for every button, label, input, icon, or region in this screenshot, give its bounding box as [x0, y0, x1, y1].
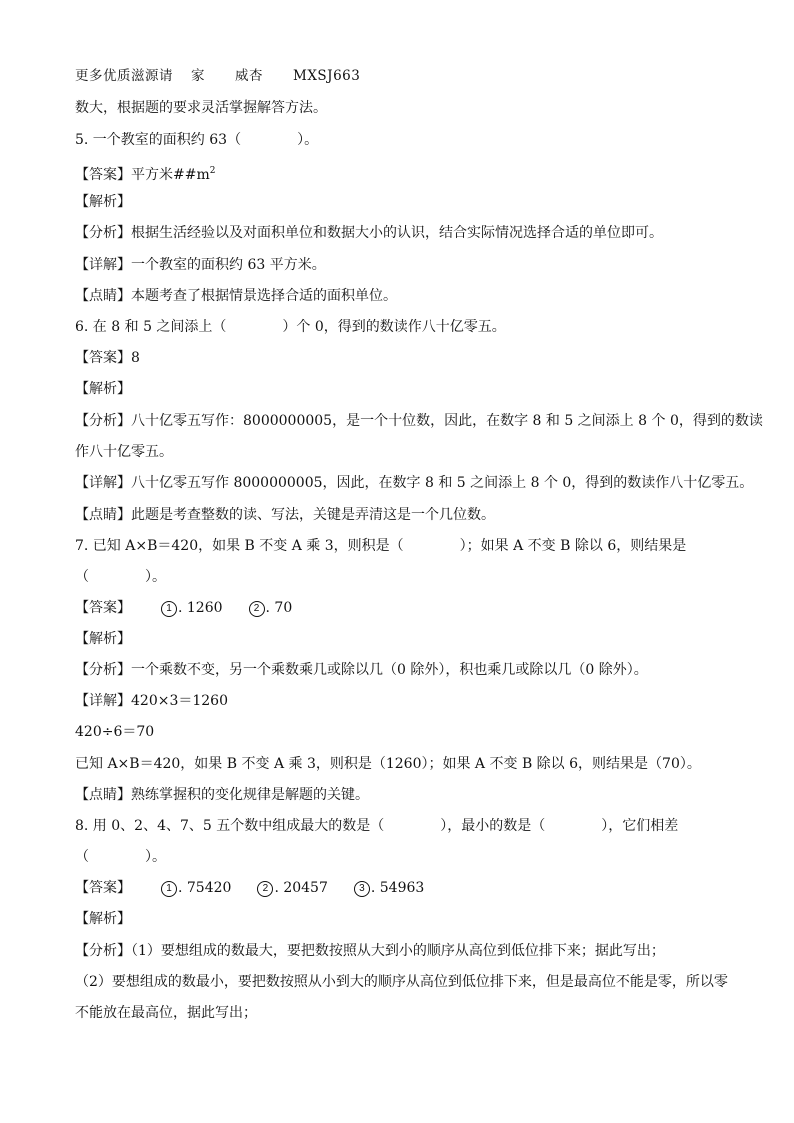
answer-item-1 [161, 598, 223, 618]
circled-number: 2 [257, 881, 273, 897]
q5-xiangjie: 【详解】一个教室的面积约 63 平方米。 [75, 257, 326, 273]
q7-xiangjie: 【详解】420×3＝1260 [75, 693, 228, 709]
circled-number: 3 [354, 881, 370, 897]
question-8-line-1: 8. 用 0、2、4、7、5 五个数中组成最大的数是（ ），最小的数是（ ），它们相差 [75, 818, 679, 834]
answer-item-2 [249, 598, 293, 618]
q7-analysis-tag: 【解析】 [75, 631, 131, 647]
q8-fenxi-line-1: 【分析】（1）要想组成的数最大，要把数按照从大到小的顺序从高位到低位排下来；据此写出； [75, 943, 665, 959]
answer-item-1 [161, 878, 231, 898]
q6-fenxi-line-2: 作八十亿零五。 [75, 444, 173, 460]
question-8-line-2: （ ）。 [75, 849, 166, 865]
page-header [75, 66, 360, 86]
question-7-line-2: （ ）。 [75, 569, 166, 585]
answer-tag: 【答案】 [75, 167, 131, 183]
circled-number: 2 [249, 601, 265, 617]
q8-analysis-tag: 【解析】 [75, 911, 131, 927]
answer-tag: 【答案】 [75, 880, 131, 896]
answer-item-3 [354, 878, 424, 898]
q5-answer [75, 161, 215, 181]
q7-calc: 420÷6＝70 [75, 724, 155, 740]
answer-item-2 [257, 878, 327, 898]
header-code: MXSJ663 [293, 68, 361, 84]
q8-answer [75, 878, 450, 898]
q7-dianjing: 【点睛】熟练掌握积的变化规律是解题的关键。 [75, 787, 369, 803]
q5-fenxi: 【分析】根据生活经验以及对面积单位和数据大小的认识，结合实际情况选择合适的单位即可。 [75, 225, 663, 241]
q7-summary: 已知 A×B＝420，如果 B 不变 A 乘 3，则积是（1260）；如果 A 不变 B 除以 6，则结果是（70）。 [75, 756, 701, 772]
header-text-2: 家 [191, 68, 205, 84]
q6-analysis-tag: 【解析】 [75, 381, 131, 397]
header-text-3: 威杏 [235, 68, 263, 84]
answer-value: . 70 [265, 600, 293, 616]
answer-tag: 【答案】 [75, 600, 131, 616]
q7-answer [75, 598, 318, 618]
q6-xiangjie: 【详解】八十亿零五写作 8000000005，因此，在数字 8 和 5 之间添上 8 个 0，得到的数读作八十亿零五。 [75, 475, 754, 491]
question-6: 6. 在 8 和 5 之间添上（ ）个 0，得到的数读作八十亿零五。 [75, 319, 506, 335]
header-text-1: 更多优质滋源请 [75, 68, 173, 84]
q5-analysis-tag: 【解析】 [75, 194, 131, 210]
circled-number: 1 [161, 881, 177, 897]
question-5: 5. 一个教室的面积约 63（ ）。 [75, 132, 319, 148]
q8-fenxi-line-3: 不能放在最高位，据此写出； [75, 1005, 257, 1021]
q8-fenxi-line-2: （2）要想组成的数最小，要把数按照从小到大的顺序从高位到低位排下来，但是最高位不能是零，所以零 [75, 974, 728, 990]
q6-dianjing: 【点睛】此题是考查整数的读、写法，关键是弄清这是一个几位数。 [75, 507, 495, 523]
q6-answer: 【答案】8 [75, 350, 140, 366]
answer-text: 平方米##m [131, 167, 210, 183]
q6-fenxi-line-1: 【分析】八十亿零五写作：8000000005，是一个十位数，因此，在数字 8 和 5 之间添上 8 个 0，得到的数读 [75, 413, 763, 429]
q7-fenxi: 【分析】一个乘数不变，另一个乘数乘几或除以几（0 除外），积也乘几或除以几（0 除外）。 [75, 662, 648, 678]
q5-dianjing: 【点睛】本题考查了根据情景选择合适的面积单位。 [75, 288, 397, 304]
answer-value: . 75420 [178, 880, 232, 896]
answer-value: . 1260 [178, 600, 223, 616]
question-7-line-1: 7. 已知 A×B＝420，如果 B 不变 A 乘 3，则积是（ ）；如果 A 不变 B 除以 6，则结果是 [75, 538, 687, 554]
answer-value: . 54963 [370, 880, 425, 896]
superscript: 2 [209, 166, 216, 176]
circled-number: 1 [161, 601, 177, 617]
text-line: 数大，根据题的要求灵活掌握解答方法。 [75, 100, 327, 116]
answer-value: . 20457 [274, 880, 328, 896]
